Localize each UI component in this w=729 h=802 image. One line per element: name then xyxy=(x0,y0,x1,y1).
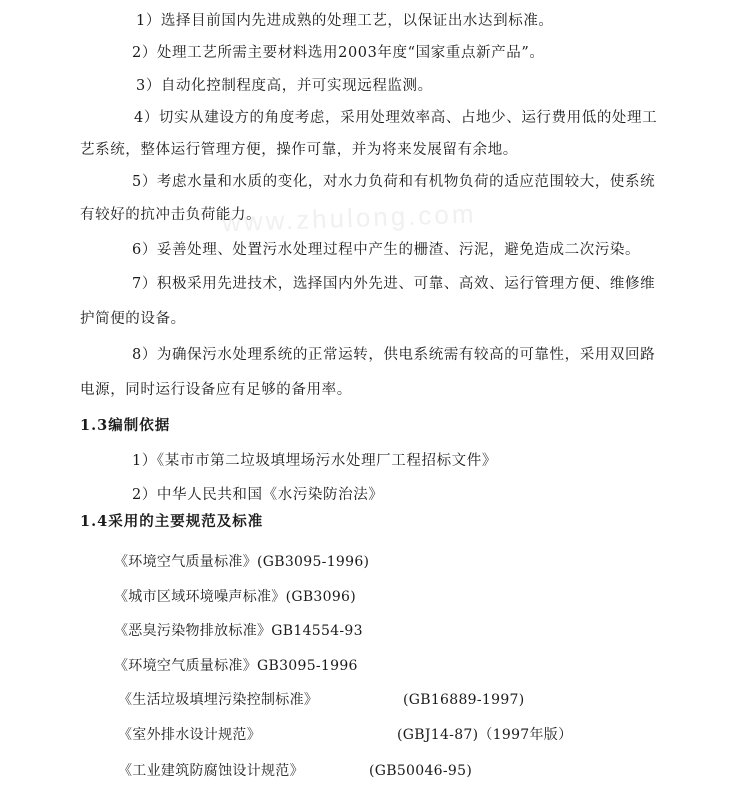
watermark: www.zhulong.com xyxy=(221,198,477,238)
paragraph-1: 1）选择目前国内先进成熟的处理工艺，以保证出水达到标准。 xyxy=(136,13,554,29)
basis-item-2: 2）中华人民共和国《水污染防治法》 xyxy=(132,487,384,503)
standard-name: 《工业建筑防腐蚀设计规范》 xyxy=(118,763,304,779)
paragraph-5-line-1: 5）考虑水量和水质的变化，对水力负荷和有机物负荷的适应范围较大，使系统 xyxy=(132,174,656,190)
paragraph-2: 2）处理工艺所需主要材料选用2003年度“国家重点新产品”。 xyxy=(132,45,545,61)
standard-item: 《恶臭污染物排放标准》GB14554-93 xyxy=(114,623,363,639)
standard-item: 《环境空气质量标准》GB3095-1996 xyxy=(114,658,358,674)
paragraph-7-line-1: 7）积极采用先进技术，选择国内外先进、可靠、高效、运行管理方便、维修维 xyxy=(132,276,656,292)
standard-code: (GB16889-1997) xyxy=(403,692,525,708)
paragraph-7-line-2: 护简便的设备。 xyxy=(80,311,186,327)
paragraph-8-line-2: 电源，同时运行设备应有足够的备用率。 xyxy=(80,382,352,398)
paragraph-8-line-1: 8）为确保污水处理系统的正常运转，供电系统需有较高的可靠性，采用双回路 xyxy=(132,347,656,363)
standard-name: 《室外排水设计规范》 xyxy=(118,727,261,743)
standard-item: 《城市区域环境噪声标准》(GB3096) xyxy=(114,589,357,605)
paragraph-5-line-2: 有较好的抗冲击负荷能力。 xyxy=(80,207,262,223)
section-1-4-heading: 1.4采用的主要规范及标准 xyxy=(80,513,264,530)
basis-item-1: 1）《某市市第二垃圾填埋场污水处理厂工程招标文件》 xyxy=(132,453,497,469)
paragraph-4-line-1: 4）切实从建设方的角度考虑，采用处理效率高、占地少、运行费用低的处理工 xyxy=(134,110,658,126)
paragraph-4-line-2: 艺系统，整体运行管理方便，操作可靠，并为将来发展留有余地。 xyxy=(80,142,518,158)
standard-code: (GBJ14-87)（1997年版） xyxy=(397,727,573,743)
section-1-3-heading: 1.3编制依据 xyxy=(80,417,171,434)
standard-item: 《环境空气质量标准》(GB3095-1996) xyxy=(114,554,370,570)
standard-name: 《生活垃圾填埋污染控制标准》 xyxy=(118,692,319,708)
paragraph-6: 6）妥善处理、处置污水处理过程中产生的栅渣、污泥，避免造成二次污染。 xyxy=(132,242,641,258)
standard-code: (GB50046-95) xyxy=(369,763,473,779)
paragraph-3: 3）自动化控制程度高，并可实现远程监测。 xyxy=(136,78,433,94)
